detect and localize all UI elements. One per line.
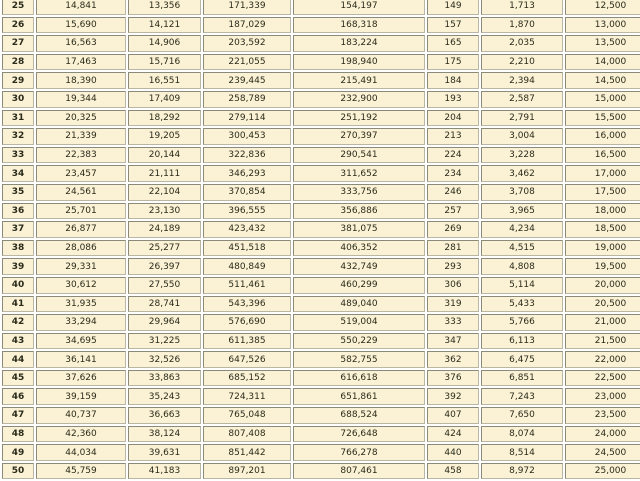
table-cell-col-4: 396,555 — [203, 203, 291, 220]
table-cell-col-4: 187,029 — [203, 17, 291, 34]
table-cell-col-4: 897,201 — [203, 463, 291, 480]
table-cell-col-6: 319 — [427, 296, 479, 313]
table-cell-level: 35 — [2, 184, 34, 201]
table-cell-col-6: 149 — [427, 0, 479, 15]
table-cell-col-5: 251,192 — [293, 110, 425, 127]
table-cell-col-5: 807,461 — [293, 463, 425, 480]
table-cell-col-3: 17,409 — [128, 91, 201, 108]
table-cell-col-2: 15,690 — [36, 17, 126, 34]
table-cell-col-8: 14,000 — [565, 54, 640, 71]
table-cell-col-5: 432,749 — [293, 258, 425, 275]
table-row — [2, 128, 640, 145]
table-cell-col-7: 4,234 — [481, 221, 563, 238]
table-cell-col-7: 2,210 — [481, 54, 563, 71]
table-cell-col-8: 17,000 — [565, 165, 640, 182]
table-cell-col-4: 423,432 — [203, 221, 291, 238]
table-row — [2, 0, 640, 15]
table-cell-col-5: 232,900 — [293, 91, 425, 108]
table-cell-level: 25 — [2, 0, 34, 15]
table-cell-col-8: 21,000 — [565, 314, 640, 331]
table-cell-col-5: 356,886 — [293, 203, 425, 220]
table-cell-level: 48 — [2, 426, 34, 443]
table-cell-col-3: 19,205 — [128, 128, 201, 145]
table-cell-col-4: 851,442 — [203, 444, 291, 461]
table-cell-col-8: 18,000 — [565, 203, 640, 220]
table-cell-col-2: 45,759 — [36, 463, 126, 480]
table-cell-col-6: 184 — [427, 72, 479, 89]
table-row — [2, 351, 640, 368]
table-cell-level: 39 — [2, 258, 34, 275]
table-cell-col-7: 6,851 — [481, 370, 563, 387]
table-cell-col-4: 258,789 — [203, 91, 291, 108]
table-cell-level: 38 — [2, 240, 34, 257]
table-cell-level: 27 — [2, 35, 34, 52]
table-cell-col-2: 29,331 — [36, 258, 126, 275]
table-cell-col-3: 38,124 — [128, 426, 201, 443]
table-cell-col-4: 300,453 — [203, 128, 291, 145]
table-cell-col-4: 685,152 — [203, 370, 291, 387]
table-row — [2, 314, 640, 331]
table-cell-col-2: 26,877 — [36, 221, 126, 238]
table-cell-col-3: 26,397 — [128, 258, 201, 275]
table-cell-col-3: 32,526 — [128, 351, 201, 368]
table-cell-col-2: 21,339 — [36, 128, 126, 145]
table-cell-col-4: 611,385 — [203, 333, 291, 350]
table-cell-col-7: 3,004 — [481, 128, 563, 145]
table-cell-col-3: 21,111 — [128, 165, 201, 182]
table-cell-col-3: 15,716 — [128, 54, 201, 71]
table-cell-col-4: 221,055 — [203, 54, 291, 71]
table-cell-col-5: 688,524 — [293, 407, 425, 424]
table-cell-col-3: 22,104 — [128, 184, 201, 201]
table-row — [2, 221, 640, 238]
table-cell-col-6: 193 — [427, 91, 479, 108]
table-cell-col-6: 347 — [427, 333, 479, 350]
table-cell-col-3: 13,356 — [128, 0, 201, 15]
table-cell-col-8: 15,500 — [565, 110, 640, 127]
table-row — [2, 91, 640, 108]
table-row — [2, 110, 640, 127]
table-cell-level: 32 — [2, 128, 34, 145]
table-cell-col-6: 392 — [427, 388, 479, 405]
table-row — [2, 333, 640, 350]
table-cell-col-5: 550,229 — [293, 333, 425, 350]
table-cell-col-6: 157 — [427, 17, 479, 34]
table-cell-col-5: 168,318 — [293, 17, 425, 34]
table-cell-col-2: 36,141 — [36, 351, 126, 368]
table-body — [2, 0, 640, 479]
table-cell-col-2: 37,626 — [36, 370, 126, 387]
table-cell-col-2: 31,935 — [36, 296, 126, 313]
table-cell-col-2: 17,463 — [36, 54, 126, 71]
table-cell-col-8: 19,500 — [565, 258, 640, 275]
table-cell-level: 33 — [2, 147, 34, 164]
table-row — [2, 296, 640, 313]
table-cell-col-6: 204 — [427, 110, 479, 127]
table-cell-col-3: 31,225 — [128, 333, 201, 350]
table-cell-level: 42 — [2, 314, 34, 331]
table-cell-col-8: 17,500 — [565, 184, 640, 201]
table-cell-level: 46 — [2, 388, 34, 405]
table-cell-col-7: 2,394 — [481, 72, 563, 89]
table-cell-level: 34 — [2, 165, 34, 182]
table-cell-col-6: 257 — [427, 203, 479, 220]
table-cell-col-7: 5,433 — [481, 296, 563, 313]
table-cell-col-5: 215,491 — [293, 72, 425, 89]
table-cell-col-6: 224 — [427, 147, 479, 164]
table-cell-col-2: 18,390 — [36, 72, 126, 89]
table-cell-col-4: 203,592 — [203, 35, 291, 52]
table-cell-col-7: 5,114 — [481, 277, 563, 294]
table-cell-level: 40 — [2, 277, 34, 294]
table-cell-col-8: 19,000 — [565, 240, 640, 257]
table-cell-col-4: 480,849 — [203, 258, 291, 275]
table-cell-col-7: 3,462 — [481, 165, 563, 182]
table-cell-col-7: 2,587 — [481, 91, 563, 108]
table-cell-col-7: 8,514 — [481, 444, 563, 461]
table-cell-col-8: 24,500 — [565, 444, 640, 461]
table-cell-col-6: 269 — [427, 221, 479, 238]
table-cell-col-7: 3,965 — [481, 203, 563, 220]
table-cell-col-5: 489,040 — [293, 296, 425, 313]
table-row — [2, 426, 640, 443]
table-cell-col-4: 765,048 — [203, 407, 291, 424]
table-cell-level: 26 — [2, 17, 34, 34]
table-cell-col-5: 290,541 — [293, 147, 425, 164]
table-cell-col-6: 407 — [427, 407, 479, 424]
table-cell-col-7: 1,713 — [481, 0, 563, 15]
table-cell-col-4: 647,526 — [203, 351, 291, 368]
table-cell-col-3: 20,144 — [128, 147, 201, 164]
table-cell-col-2: 28,086 — [36, 240, 126, 257]
table-cell-col-3: 33,863 — [128, 370, 201, 387]
table-row — [2, 370, 640, 387]
table-row — [2, 165, 640, 182]
table-row — [2, 147, 640, 164]
table-cell-col-5: 519,004 — [293, 314, 425, 331]
table-cell-col-2: 23,457 — [36, 165, 126, 182]
table-cell-col-7: 7,650 — [481, 407, 563, 424]
table-cell-col-8: 16,000 — [565, 128, 640, 145]
table-cell-col-4: 279,114 — [203, 110, 291, 127]
table-cell-col-4: 451,518 — [203, 240, 291, 257]
table-cell-col-5: 183,224 — [293, 35, 425, 52]
table-cell-col-4: 171,339 — [203, 0, 291, 15]
table-cell-col-2: 44,034 — [36, 444, 126, 461]
table-cell-col-7: 3,228 — [481, 147, 563, 164]
table-cell-col-3: 14,121 — [128, 17, 201, 34]
table-cell-level: 47 — [2, 407, 34, 424]
table-cell-col-5: 651,861 — [293, 388, 425, 405]
table-row — [2, 54, 640, 71]
table-cell-col-2: 14,841 — [36, 0, 126, 15]
table-cell-col-8: 23,500 — [565, 407, 640, 424]
table-cell-col-6: 306 — [427, 277, 479, 294]
table-cell-col-7: 4,808 — [481, 258, 563, 275]
table-cell-level: 36 — [2, 203, 34, 220]
table-cell-level: 50 — [2, 463, 34, 480]
table-row — [2, 258, 640, 275]
table-cell-col-3: 24,189 — [128, 221, 201, 238]
table-cell-col-6: 440 — [427, 444, 479, 461]
table-cell-col-8: 22,500 — [565, 370, 640, 387]
table-cell-col-6: 213 — [427, 128, 479, 145]
table-cell-col-2: 33,294 — [36, 314, 126, 331]
table-cell-col-6: 333 — [427, 314, 479, 331]
table-cell-col-3: 36,663 — [128, 407, 201, 424]
table-cell-col-6: 376 — [427, 370, 479, 387]
table-cell-col-5: 381,075 — [293, 221, 425, 238]
table-cell-col-2: 19,344 — [36, 91, 126, 108]
table-cell-col-7: 5,766 — [481, 314, 563, 331]
table-row — [2, 407, 640, 424]
table-cell-col-2: 25,701 — [36, 203, 126, 220]
table-cell-level: 37 — [2, 221, 34, 238]
table-row — [2, 240, 640, 257]
table-cell-col-7: 2,035 — [481, 35, 563, 52]
table-cell-col-8: 22,000 — [565, 351, 640, 368]
table-cell-col-8: 16,500 — [565, 147, 640, 164]
table-row — [2, 388, 640, 405]
table-row — [2, 463, 640, 480]
table-cell-col-8: 15,000 — [565, 91, 640, 108]
table-cell-col-5: 311,652 — [293, 165, 425, 182]
table-cell-col-7: 4,515 — [481, 240, 563, 257]
table-cell-col-5: 270,397 — [293, 128, 425, 145]
table-cell-col-2: 20,325 — [36, 110, 126, 127]
table-cell-col-3: 35,243 — [128, 388, 201, 405]
table-row — [2, 17, 640, 34]
table-cell-level: 45 — [2, 370, 34, 387]
table-cell-col-2: 16,563 — [36, 35, 126, 52]
table-cell-col-7: 3,708 — [481, 184, 563, 201]
table-cell-level: 29 — [2, 72, 34, 89]
table-cell-col-8: 21,500 — [565, 333, 640, 350]
table-cell-col-2: 30,612 — [36, 277, 126, 294]
table-cell-col-7: 6,475 — [481, 351, 563, 368]
table-cell-col-3: 25,277 — [128, 240, 201, 257]
table-cell-col-3: 23,130 — [128, 203, 201, 220]
table-cell-level: 30 — [2, 91, 34, 108]
table-cell-col-3: 41,183 — [128, 463, 201, 480]
table-cell-col-8: 13,500 — [565, 35, 640, 52]
table-cell-col-3: 39,631 — [128, 444, 201, 461]
table-cell-col-4: 370,854 — [203, 184, 291, 201]
table-cell-col-2: 34,695 — [36, 333, 126, 350]
table-cell-col-4: 543,396 — [203, 296, 291, 313]
table-cell-col-8: 25,000 — [565, 463, 640, 480]
table-cell-col-6: 246 — [427, 184, 479, 201]
table-cell-level: 49 — [2, 444, 34, 461]
table-cell-col-8: 12,500 — [565, 0, 640, 15]
table-cell-col-3: 28,741 — [128, 296, 201, 313]
table-row — [2, 72, 640, 89]
table-cell-col-7: 8,972 — [481, 463, 563, 480]
table-cell-col-7: 8,074 — [481, 426, 563, 443]
table-cell-col-6: 293 — [427, 258, 479, 275]
table-cell-col-8: 13,000 — [565, 17, 640, 34]
table-cell-col-5: 766,278 — [293, 444, 425, 461]
table-cell-col-6: 281 — [427, 240, 479, 257]
table-cell-col-3: 18,292 — [128, 110, 201, 127]
table-cell-col-3: 27,550 — [128, 277, 201, 294]
table-cell-col-5: 726,648 — [293, 426, 425, 443]
table-cell-col-2: 42,360 — [36, 426, 126, 443]
table-cell-col-2: 40,737 — [36, 407, 126, 424]
table-cell-col-4: 239,445 — [203, 72, 291, 89]
table-cell-col-2: 22,383 — [36, 147, 126, 164]
table-cell-col-7: 1,870 — [481, 17, 563, 34]
table-cell-col-3: 29,964 — [128, 314, 201, 331]
table-cell-col-5: 333,756 — [293, 184, 425, 201]
table-cell-col-7: 2,791 — [481, 110, 563, 127]
table-cell-level: 41 — [2, 296, 34, 313]
table-cell-col-4: 322,836 — [203, 147, 291, 164]
table-cell-col-6: 165 — [427, 35, 479, 52]
table-cell-col-2: 24,561 — [36, 184, 126, 201]
table-cell-col-6: 234 — [427, 165, 479, 182]
table-cell-col-4: 576,690 — [203, 314, 291, 331]
table-cell-col-4: 346,293 — [203, 165, 291, 182]
table-cell-col-8: 14,500 — [565, 72, 640, 89]
table-cell-level: 31 — [2, 110, 34, 127]
table-cell-col-6: 424 — [427, 426, 479, 443]
table-cell-col-2: 39,159 — [36, 388, 126, 405]
table-cell-col-8: 18,500 — [565, 221, 640, 238]
table-cell-col-8: 20,000 — [565, 277, 640, 294]
table-cell-col-5: 406,352 — [293, 240, 425, 257]
table-cell-level: 43 — [2, 333, 34, 350]
table-cell-col-4: 724,311 — [203, 388, 291, 405]
table-cell-col-5: 460,299 — [293, 277, 425, 294]
table-cell-col-4: 511,461 — [203, 277, 291, 294]
table-cell-col-6: 175 — [427, 54, 479, 71]
table-cell-col-8: 23,000 — [565, 388, 640, 405]
table-row — [2, 35, 640, 52]
table-cell-col-3: 14,906 — [128, 35, 201, 52]
table-row — [2, 444, 640, 461]
table-cell-col-6: 458 — [427, 463, 479, 480]
table-row — [2, 184, 640, 201]
table-cell-col-3: 16,551 — [128, 72, 201, 89]
table-cell-level: 28 — [2, 54, 34, 71]
table-cell-col-7: 6,113 — [481, 333, 563, 350]
table-cell-level: 44 — [2, 351, 34, 368]
table-cell-col-8: 24,000 — [565, 426, 640, 443]
table-cell-col-7: 7,243 — [481, 388, 563, 405]
table-cell-col-8: 20,500 — [565, 296, 640, 313]
table-cell-col-5: 582,755 — [293, 351, 425, 368]
table-cell-col-6: 362 — [427, 351, 479, 368]
table-cell-col-5: 616,618 — [293, 370, 425, 387]
table-cell-col-5: 198,940 — [293, 54, 425, 71]
table-cell-col-5: 154,197 — [293, 0, 425, 15]
table-row — [2, 203, 640, 220]
table-cell-col-4: 807,408 — [203, 426, 291, 443]
table-row — [2, 277, 640, 294]
